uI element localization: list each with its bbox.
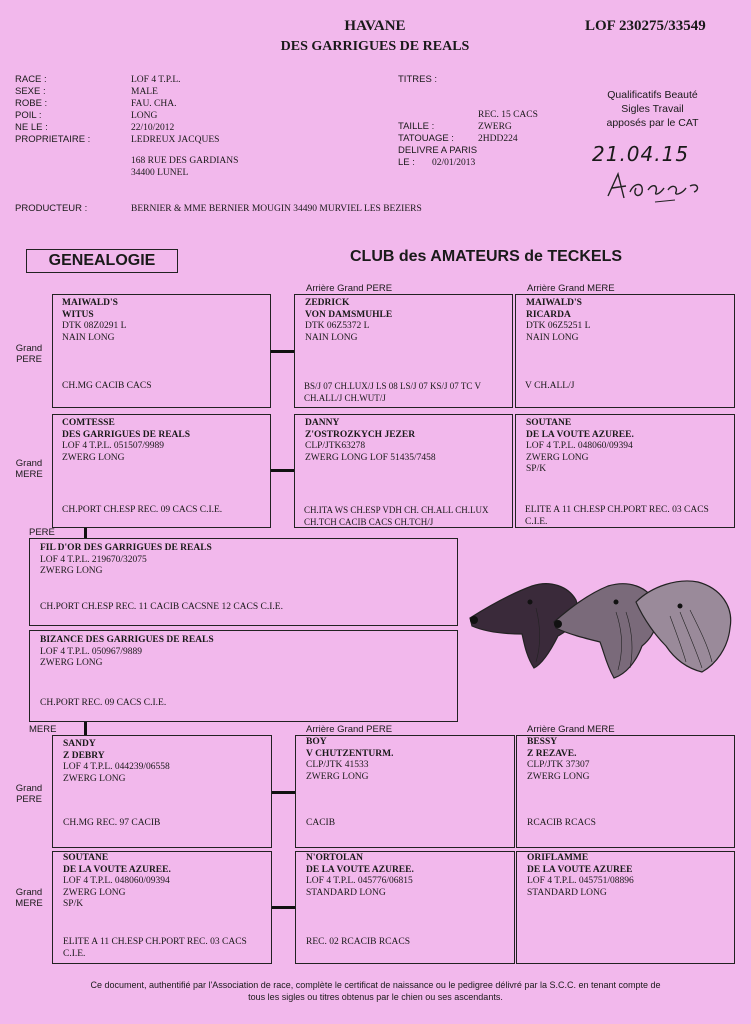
pere-word: PERE <box>16 354 42 365</box>
dachshund-heads-illustration <box>466 572 738 682</box>
footer-line2: tous les sigles ou titres obtenus par le chien ou ses ascendants. <box>248 992 503 1002</box>
dog-name: SANDY <box>63 739 96 749</box>
dog-registration: CLP/JTK63278 <box>305 441 366 451</box>
value-robe: FAU. CHA. <box>131 99 177 109</box>
pere-side-agm1-box <box>515 294 735 408</box>
le-label: LE : <box>398 157 415 168</box>
producteur-value: BERNIER & MME BERNIER MOUGIN 34490 MURVIEL LES BEZIERS <box>131 204 422 214</box>
lof-number: LOF 230275/33549 <box>585 18 706 34</box>
pere-side-agp1-box <box>294 294 513 408</box>
pere-side-agp2-box <box>294 414 513 528</box>
label-sexe: SEXE : <box>15 86 46 97</box>
delivre-label: DELIVRE A PARIS <box>398 145 478 156</box>
producteur-label: PRODUCTEUR : <box>15 203 88 214</box>
dog-variety: NAIN LONG <box>305 332 358 343</box>
mere-label: MERE <box>29 724 57 735</box>
le-value: 02/01/2013 <box>432 158 476 168</box>
dog-registration: DTK 06Z5372 L <box>305 321 370 331</box>
tatouage-value: 2HDD224 <box>478 134 518 144</box>
mere-side-grand-pere-box <box>52 735 272 848</box>
connector <box>272 791 295 794</box>
dog-titles: ELITE A 11 CH.ESP CH.PORT REC. 03 CACS C.I.E. <box>525 505 709 527</box>
dog-titles: V CH.ALL/J <box>525 381 575 391</box>
qualif-line2: Sigles Travail <box>621 103 684 115</box>
mere-side-grand-pere-label <box>11 783 47 805</box>
dog-work-sigle: SP/K <box>63 899 84 909</box>
handwritten-date: 21.04.15 <box>592 142 690 166</box>
mere-word: MERE <box>15 898 43 909</box>
dog-variety: ZWERG LONG <box>40 566 103 576</box>
address-line1: 168 RUE DES GARDIANS <box>131 156 239 166</box>
dog-name: BIZANCE DES GARRIGUES DE REALS <box>40 635 214 645</box>
pere-side-agm2-box <box>515 414 735 528</box>
affix-name: DES GARRIGUES DE REALS <box>280 39 470 54</box>
label-poil: POIL : <box>15 110 42 121</box>
dog-name: DANNY <box>305 418 340 428</box>
dog-registration: CLP/JTK 41533 <box>306 760 369 770</box>
dog-registration: DTK 06Z5251 L <box>526 321 591 331</box>
dog-titles: CH.PORT CH.ESP REC. 09 CACS C.I.E. <box>62 505 223 515</box>
dog-name: SOUTANE <box>526 418 572 428</box>
pere-label: PERE <box>29 527 55 538</box>
dog-variety: ZWERG LONG <box>306 771 369 782</box>
dog-affix: DE LA VOUTE AZUREE. <box>63 864 171 875</box>
dog-registration: LOF 4 T.P.L. 048060/09394 <box>526 441 633 451</box>
grand-word: Grand <box>15 783 43 794</box>
dog-name: COMTESSE <box>62 418 115 428</box>
dog-work-sigle: SP/K <box>526 464 547 474</box>
dog-affix: Z'OSTROZKYCH JEZER <box>305 429 416 440</box>
dog-name: SOUTANE <box>63 853 109 863</box>
dog-name: FIL D'OR DES GARRIGUES DE REALS <box>40 543 212 553</box>
label-race: RACE : <box>15 74 47 85</box>
dog-name: MAIWALD'S <box>526 298 582 308</box>
dog-name: ORIFLAMME <box>527 853 589 863</box>
label-robe: ROBE : <box>15 98 48 109</box>
dog-titles: CH.ITA WS CH.ESP VDH CH. CH.ALL CH.LUX CH.TCH CACIB CACS CH.TCH/J <box>304 505 489 527</box>
dog-titles: CH.MG REC. 97 CACIB <box>63 818 161 828</box>
connector <box>84 722 87 736</box>
dog-titles: CH.PORT CH.ESP REC. 11 CACIB CACSNE 12 CACS C.I.E. <box>40 602 283 612</box>
dog-variety: ZWERG LONG <box>527 771 590 782</box>
mere-side-agp2-box <box>295 851 515 964</box>
dog-affix: DE LA VOUTE AZUREE <box>527 864 633 875</box>
label-proprietaire: PROPRIETAIRE : <box>15 134 91 145</box>
dog-name: ZEDRICK <box>305 298 350 308</box>
dog-name: BOY <box>306 737 327 747</box>
titres-label: TITRES : <box>398 74 438 85</box>
dog-affix: WITUS <box>62 309 94 320</box>
value-sexe: MALE <box>131 87 158 97</box>
pere-side-grand-mere-box <box>52 414 271 528</box>
grand-word: Grand <box>15 458 43 469</box>
dog-variety: ZWERG LONG <box>62 452 125 463</box>
dog-variety: ZWERG LONG <box>526 452 589 463</box>
dog-registration: LOF 4 T.P.L. 219670/32075 <box>40 554 147 565</box>
connector <box>272 906 295 909</box>
info-labels <box>15 74 90 146</box>
dog-variety: ZWERG LONG <box>40 658 103 668</box>
grand-word: Grand <box>15 887 43 898</box>
qualificatifs-block <box>590 88 715 130</box>
pere-side-agm-header: Arrière Grand MERE <box>527 283 615 294</box>
pere-side-grand-mere-label <box>11 458 47 480</box>
connector <box>271 469 294 472</box>
pere-side-grand-pere-label <box>11 343 47 365</box>
mere-side-grand-mere-box <box>52 851 272 964</box>
dog-registration: LOF 4 T.P.L. 050967/9889 <box>40 646 143 657</box>
dog-registration: DTK 08Z0291 L <box>62 321 127 331</box>
dog-titles: RCACIB RCACS <box>527 818 596 828</box>
pere-side-agp-header: Arrière Grand PERE <box>306 283 393 294</box>
dog-registration: LOF 4 T.P.L. 044239/06558 <box>63 762 170 772</box>
pere-side-grand-pere-box <box>52 294 271 408</box>
dog-registration: LOF 4 T.P.L. 045751/08896 <box>527 876 634 886</box>
qualif-line3: apposés par le CAT <box>606 117 699 129</box>
dog-registration: LOF 4 T.P.L. 051507/9989 <box>62 441 165 451</box>
dog-titles: CH.MG CACIB CACS <box>62 381 152 391</box>
mere-side-agm2-box <box>516 851 735 964</box>
mere-side-grand-mere-label <box>11 887 47 909</box>
taille-value: ZWERG <box>478 122 512 132</box>
dog-registration: CLP/JTK 37307 <box>527 760 590 770</box>
mere-side-agp1-box <box>295 735 515 848</box>
grand-word: Grand <box>15 343 43 354</box>
dog-affix: V CHUTZENTURM. <box>306 748 394 759</box>
dog-titles: REC. 02 RCACIB RCACS <box>306 937 410 947</box>
dog-variety: ZWERG LONG <box>63 887 126 898</box>
mere-word: MERE <box>15 469 43 480</box>
footer-disclaimer <box>20 979 731 1003</box>
dog-titles: BS/J 07 CH.LUX/J LS 08 LS/J 07 KS/J 07 TC V CH.ALL/J CH.WUT/J <box>304 381 481 403</box>
genealogie-title: GENEALOGIE <box>26 249 178 273</box>
dog-variety: STANDARD LONG <box>306 887 386 898</box>
breed-name: HAVANE <box>344 18 406 34</box>
mere-side-agm-header: Arrière Grand MERE <box>527 724 615 735</box>
qualif-line1: Qualificatifs Beauté <box>607 89 698 101</box>
titres-value: REC. 15 CACS <box>478 110 538 120</box>
pere-word: PERE <box>16 794 42 805</box>
dog-titles: ELITE A 11 CH.ESP CH.PORT REC. 03 CACS C.I.E. <box>63 937 247 959</box>
dog-affix: VON DAMSMUHLE <box>305 309 393 320</box>
mere-side-agp-header: Arrière Grand PERE <box>306 724 393 735</box>
label-ne-le: NE LE : <box>15 122 48 133</box>
dog-affix: RICARDA <box>526 309 571 320</box>
dog-affix: Z DEBRY <box>63 750 105 761</box>
taille-label: TAILLE : <box>398 121 435 132</box>
dog-variety: NAIN LONG <box>62 332 115 343</box>
dog-variety: NAIN LONG <box>526 332 579 343</box>
dog-name: MAIWALD'S <box>62 298 118 308</box>
dog-name: N'ORTOLAN <box>306 853 364 863</box>
dog-affix: DE LA VOUTE AZUREE. <box>526 429 634 440</box>
pere-box <box>29 538 458 626</box>
value-race: LOF 4 T.P.L. <box>131 75 181 85</box>
dog-variety: STANDARD LONG <box>527 887 607 898</box>
dog-affix: DE LA VOUTE AZUREE. <box>306 864 414 875</box>
address-line2: 34400 LUNEL <box>131 168 189 178</box>
handwritten-signature <box>600 166 710 206</box>
value-proprietaire: LEDREUX JACQUES <box>131 135 220 145</box>
dog-registration: LOF 4 T.P.L. 045776/06815 <box>306 876 413 886</box>
connector <box>271 350 294 353</box>
club-title: CLUB des AMATEURS de TECKELS <box>350 248 623 265</box>
dog-affix: DES GARRIGUES DE REALS <box>62 429 191 440</box>
dog-affix: Z REZAVE. <box>527 748 577 759</box>
mere-side-agm1-box <box>516 735 735 848</box>
value-ne-le: 22/10/2012 <box>131 123 175 133</box>
value-poil: LONG <box>131 111 158 121</box>
owner-address <box>131 155 238 179</box>
dog-titles: CACIB <box>306 818 336 828</box>
dog-name: BESSY <box>527 737 558 747</box>
dog-variety: ZWERG LONG <box>63 773 126 784</box>
dog-registration: LOF 4 T.P.L. 048060/09394 <box>63 876 170 886</box>
dog-variety: ZWERG LONG LOF 51435/7458 <box>305 452 436 463</box>
dog-titles: CH.PORT REC. 09 CACS C.I.E. <box>40 698 167 708</box>
footer-line1: Ce document, authentifié par l'Association de race, complète le certificat de naissance ou le pedigree délivré par la S.C.C. en tenant compte de <box>90 980 661 990</box>
mere-box <box>29 630 458 722</box>
info-values <box>131 74 219 146</box>
tatouage-label: TATOUAGE : <box>398 133 454 144</box>
